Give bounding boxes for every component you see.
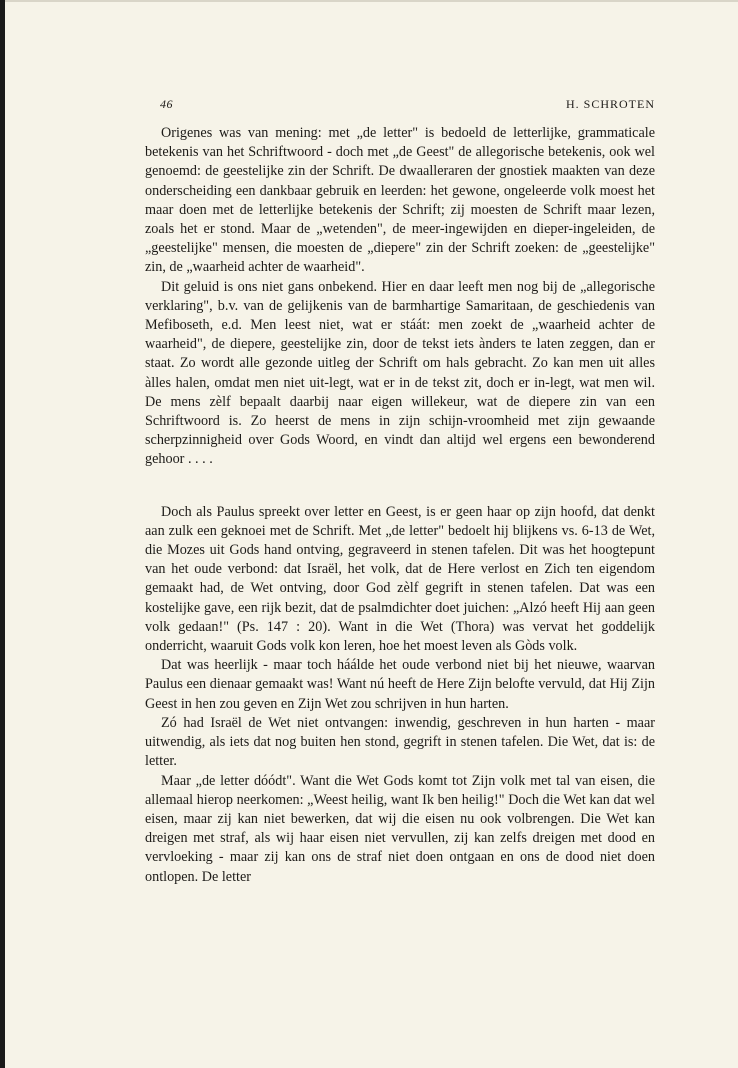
paragraph: Dit geluid is ons niet gans onbekend. Hier en daar leeft men nog bij de „allegorische verklaring", b.v. van de gelijkenis van de barmhartige Samaritaan, de geschiedenis van Mefiboseth, e.d. Men leest niet, wat er stáát: men zoekt de „waarheid achter de waarheid", de diepere, geestelijke zin, door de tekst iets ànders te laten zeggen, dan er staat. Zo wordt alle gezonde uitleg der Schrift om hals gebracht. Zo kan men uit alles àlles halen, omdat men niet uit-legt, wat er in de tekst zit, doch er in-legt, wat men wil. De mens zèlf bepaalt daarbij naar eigen willekeur, wat de diepere zin van een Schriftwoord is. Zo heerst de mens in zijn schijn-vroomheid met zijn gewaande scherpzinnigheid over Gods Woord, en vindt dan altijd wel ergens een bewonderend gehoor . . . . xyxy=(145,278,655,468)
section-gap xyxy=(145,470,655,503)
scan-edge-bar xyxy=(0,0,5,1068)
paragraph: Maar „de letter dóódt". Want die Wet Gods komt tot Zijn volk met tal van eisen, die allemaal hierop neerkomen: „Weest heilig, want Ik ben heilig!" Doch die Wet kan dat wel eisen, maar zij kan niet bewerken, dat wij die eisen nu ook volbrengen. Die Wet kan dreigen met straf, als wij haar eisen niet vervullen, zij kan zelfs dreigen met dood en vervloeking - maar zij kan ons de straf niet doen ontgaan en ons de dood niet doen ontlopen. De letter xyxy=(145,772,655,885)
body-text xyxy=(145,124,655,887)
paragraph: Doch als Paulus spreekt over letter en Geest, is er geen haar op zijn hoofd, dat denkt aan zulk een geknoei met de Schrift. Met „de letter" bedoelt hij blijkens vs. 6-13 de Wet, die Mozes uit Gods hand ontving, gegraveerd in stenen tafelen. Dit was het hoogtepunt van het oude verbond: dat Israël, het volk, dat de Here verlost en Zich ten eigendom gemaakt had, de Wet ontving, door God zèlf gegrift in stenen tafelen. Dat was een kostelijke gave, een rijk bezit, dat de psalmdichter doet juichen: „Alzó heeft Hij aan geen volk gedaan!" (Ps. 147 : 20). Want in die Wet (Thora) was vervat het goddelijk onderricht, waaruit Gods volk kon leren, hoe het moest leven als Gòds volk. xyxy=(145,503,655,655)
page-top-edge xyxy=(0,0,738,2)
page-number: 46 xyxy=(160,97,173,111)
running-head: H. SCHROTEN xyxy=(565,97,655,111)
paragraph: Zó had Israël de Wet niet ontvangen: inwendig, geschreven in hun harten - maar uitwendig, als iets dat nog buiten hen stond, gegrift in stenen tafelen. Die Wet, dat is: de letter. xyxy=(145,714,655,770)
page-header xyxy=(160,97,655,115)
paragraph: Dat was heerlijk - maar toch háálde het oude verbond niet bij het nieuwe, waarvan Paulus een dienaar gemaakt was! Want nú heeft de Here Zijn belofte vervuld, dat Hij Zijn Geest in hen zou geven en Zijn Wet zou schrijven in hun harten. xyxy=(145,657,655,712)
paragraph: Origenes was van mening: met „de letter" is bedoeld de letterlijke, grammaticale betekenis van het Schriftwoord - doch met „de Geest" de allegorische betekenis, ook wel genoemd: de geestelijke zin der Schrift. De dwaalleraren der gnostiek maakten van deze onderscheiding een dankbaar gebruik en leerden: het gewone, ongeleerde volk moest het maar doen met de letterlijke betekenis der Schrift; zij moesten de Schrift maar lezen, zoals het er stond. Maar de „wetenden", de meer-ingewijden en dieper-ingeleiden, de „geestelijke" mensen, die moesten de „diepere" zin der Schrift zoeken: de „geestelijke" zin, de „waarheid achter de waarheid". xyxy=(145,125,655,276)
